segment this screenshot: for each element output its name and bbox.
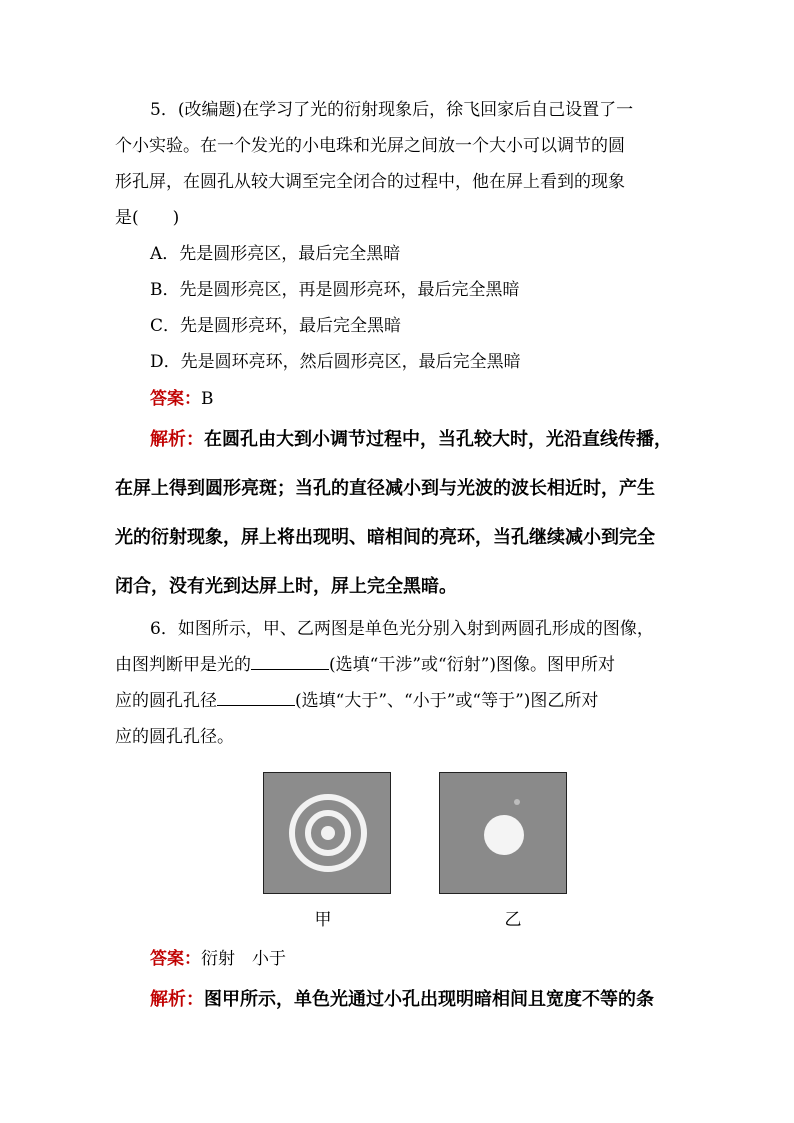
analysis-label: 解析：	[150, 989, 204, 1010]
q6-line-2-a: 由图判断甲是光的	[115, 655, 251, 675]
figure-yi-caption: 乙	[504, 910, 522, 930]
q5-option-c: C．先是圆形亮环，最后完全黑暗	[150, 316, 402, 336]
q5-analysis-line-3: 光的衍射现象，屏上将出现明、暗相间的亮环，当孔继续减小到完全	[115, 527, 655, 548]
q6-answer	[150, 947, 286, 971]
q6-analysis-line-1	[150, 988, 654, 1012]
answer-value: B	[201, 389, 214, 409]
q5-analysis-line-4: 闭合，没有光到达屏上时，屏上完全黑暗。	[115, 576, 457, 597]
q5-analysis-line-2: 在屏上得到圆形亮斑；当孔的直径减小到与光波的波长相近时，产生	[115, 478, 655, 499]
answer-blank-2[interactable]	[217, 689, 295, 706]
figure-yi-bright-spot	[439, 772, 567, 894]
q6-line-3-b: (选填“大于”、“小于”或“等于”)图乙所对	[295, 691, 599, 711]
analysis-text: 在圆孔由大到小调节过程中，当孔较大时，光沿直线传播，	[204, 429, 672, 450]
analysis-label: 解析：	[150, 429, 204, 450]
q5-line-1: 5．(改编题)在学习了光的衍射现象后，徐飞回家后自己设置了一	[150, 100, 634, 120]
q6-line-2	[115, 653, 615, 677]
answer-blank-1[interactable]	[251, 653, 329, 670]
answer-value: 衍射 小于	[201, 949, 286, 969]
q5-line-3: 形孔屏，在圆孔从较大调至完全闭合的过程中，他在屏上看到的现象	[115, 172, 625, 192]
answer-label: 答案：	[150, 949, 201, 969]
analysis-text: 图甲所示，单色光通过小孔出现明暗相间且宽度不等的条	[204, 989, 654, 1010]
q6-line-2-b: (选填“干涉”或“衍射”)图像。图甲所对	[329, 655, 616, 675]
q5-option-d: D．先是圆环亮环，然后圆形亮区，最后完全黑暗	[150, 352, 521, 372]
q5-line-2: 个小实验。在一个发光的小电珠和光屏之间放一个大小可以调节的圆	[115, 136, 625, 156]
q5-line-4: 是( )	[115, 208, 180, 228]
q5-analysis-line-1	[150, 428, 672, 452]
figure-jia-diffraction-rings	[263, 772, 391, 894]
q6-line-1: 6．如图所示，甲、乙两图是单色光分别入射到两圆孔形成的图像，	[150, 619, 654, 639]
q6-line-3-a: 应的圆孔孔径	[115, 691, 217, 711]
q6-line-4: 应的圆孔孔径。	[115, 727, 234, 747]
figure-jia-caption: 甲	[314, 910, 332, 930]
q5-option-a: A．先是圆形亮区，最后完全黑暗	[150, 244, 401, 264]
q6-line-3	[115, 689, 598, 713]
answer-label: 答案：	[150, 389, 201, 409]
q5-option-b: B．先是圆形亮区，再是圆形亮环，最后完全黑暗	[150, 280, 520, 300]
q5-answer	[150, 387, 214, 411]
